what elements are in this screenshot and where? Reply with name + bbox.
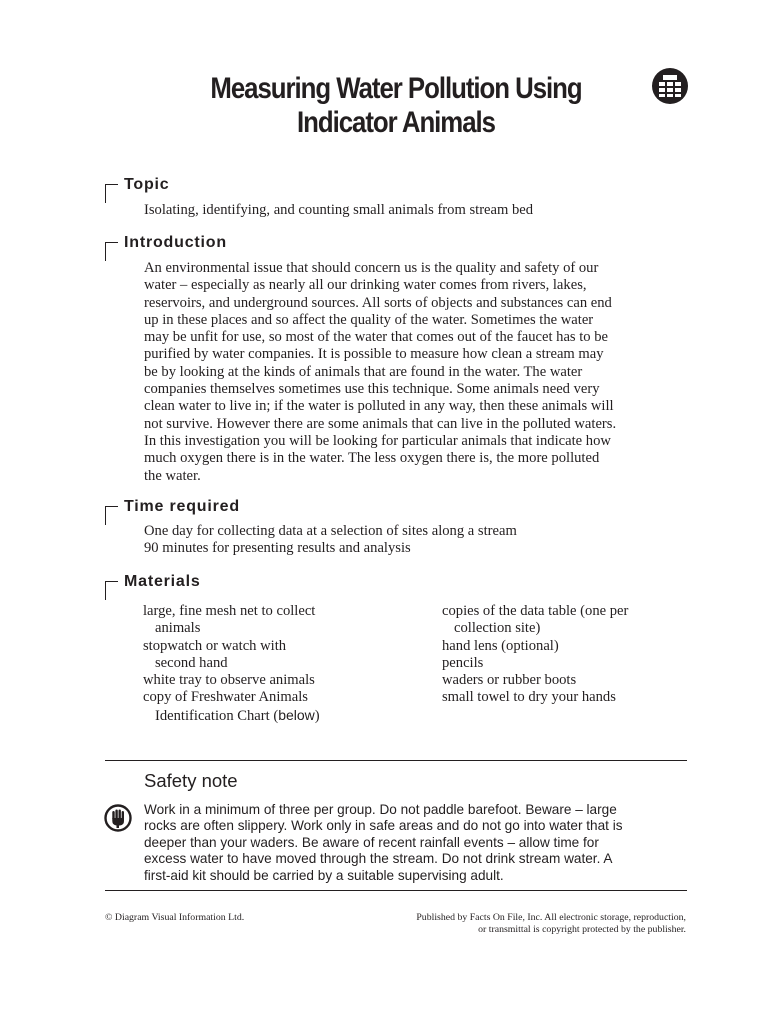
footer-copyright: © Diagram Visual Information Ltd. [105,912,245,923]
list-item: white tray to observe animals [143,672,315,689]
list-item: pencils [442,654,484,671]
paragraph-line: water – especially as nearly all our drinking water comes from rivers, lakes, [144,277,587,294]
section-bracket-icon [105,506,118,525]
divider [105,890,687,891]
paragraph-line: be by looking at the kinds of animals that are found in the water. The water [144,363,583,380]
time-required-line: 90 minutes for presenting results and analysis [144,540,411,557]
time-required-heading: Time required [124,498,240,515]
paragraph-line: In this investigation you will be looking for particular animals that indicate how [144,432,611,449]
footer-publisher-line: or transmittal is copyright protected by the publisher. [478,924,686,935]
materials-heading: Materials [124,573,201,590]
footer-publisher-line: Published by Facts On File, Inc. All electronic storage, reproduction, [416,912,686,923]
section-bracket-icon [105,581,118,600]
divider [105,760,687,761]
safety-line: first-aid kit should be carried by a suitable supervising adult. [144,867,504,883]
paragraph-line: much oxygen there is in the water. The less oxygen there is, the more polluted [144,450,600,467]
list-item: waders or rubber boots [442,672,577,689]
paragraph-line: An environmental issue that should concern us is the quality and safety of our [144,260,599,276]
paragraph-line: may be unfit for use, so most of the water that comes out of the faucet has to be [144,329,609,346]
safety-line: rocks are often slippery. Work only in safe areas and do not go into water that is [144,818,623,834]
paragraph-line: companies themselves sometimes use this technique. Some animals need very [144,381,600,398]
page-title-line-2: Indicator Animals [297,106,495,139]
safety-text [144,802,689,884]
time-required-line: One day for collecting data at a selection of sites along a stream [144,523,517,539]
page-title [141,72,650,140]
safety-hand-icon [104,804,132,832]
materials-list-left [143,603,320,725]
section-bracket-icon [105,184,118,203]
paragraph-line: purified by water companies. It is possible to measure how clean a stream may [144,346,604,363]
paragraph-line: the water. [144,467,201,484]
page-title-line-1: Measuring Water Pollution Using [210,72,582,105]
data-table-icon [652,68,688,104]
list-item: hand lens (optional) [442,637,559,654]
paragraph-line: clean water to live in; if the water is polluted in any way, then these animals will [144,398,614,415]
topic-heading: Topic [124,176,170,193]
list-item: small towel to dry your hands [442,689,616,706]
chart-reference: below [278,706,315,723]
paragraph-line: reservoirs, and underground sources. All sorts of objects and substances can end [144,294,612,311]
time-required-text [144,523,692,558]
safety-heading: Safety note [144,770,238,791]
safety-line: deeper than your waders. Be aware of recent rainfall events – allow time for [144,834,599,850]
materials-list-right [442,603,628,707]
introduction-heading: Introduction [124,234,227,251]
safety-line: excess water to have moved through the stream. Do not drink stream water. A [144,851,613,867]
list-item: stopwatch or watch with second hand [143,637,287,671]
paragraph-line: not survive. However there are some animals that can live in the polluted waters. [144,415,617,432]
section-bracket-icon [105,242,118,261]
safety-line: Work in a minimum of three per group. Do not paddle barefoot. Beware – large [144,802,617,817]
footer-publisher [416,912,686,936]
list-item: copy of Freshwater Animals Identification Chart (below) [143,689,320,724]
paragraph-line: up in these places and so affect the quality of the water. Sometimes the water [144,311,594,328]
topic-text: Isolating, identifying, and counting small animals from stream bed [144,202,534,218]
list-item: large, fine mesh net to collect animals [143,603,316,637]
list-item: copies of the data table (one per collection site) [442,603,629,637]
introduction-paragraph [144,260,692,485]
